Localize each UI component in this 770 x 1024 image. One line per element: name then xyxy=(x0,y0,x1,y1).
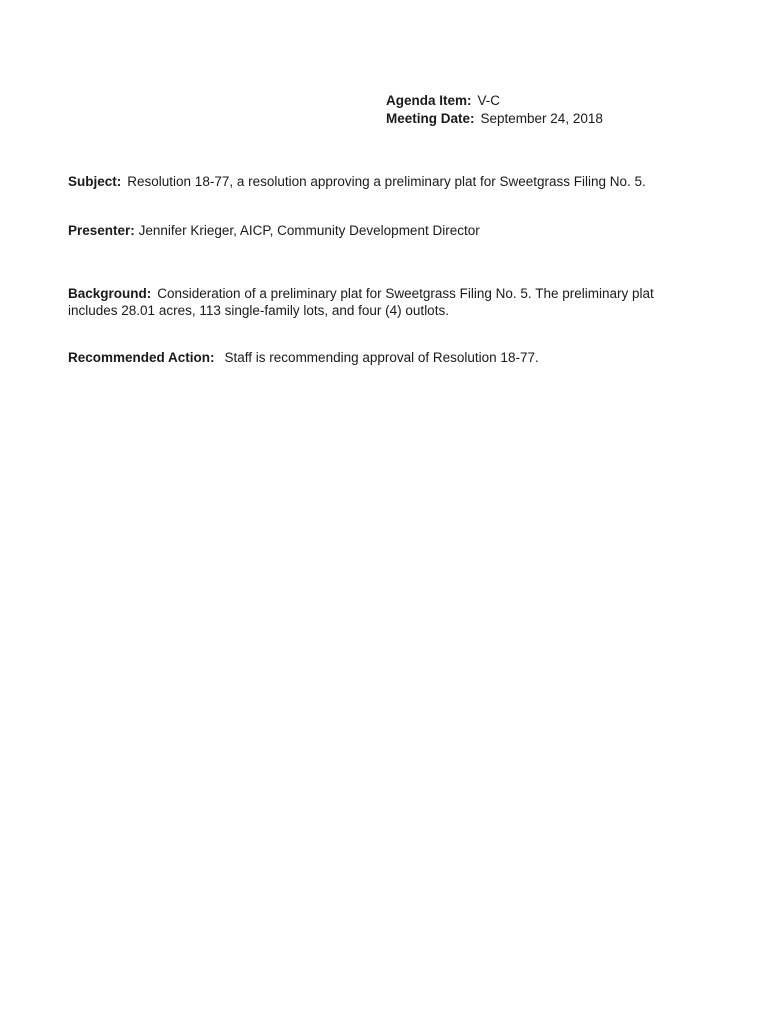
background-label: Background: xyxy=(68,286,152,301)
agenda-item-label: Agenda Item: xyxy=(386,93,472,108)
meeting-date-value: September 24, 2018 xyxy=(480,111,603,126)
recommended-action-text: Staff is recommending approval of Resolution 18-77. xyxy=(224,350,539,365)
background-text: Consideration of a preliminary plat for Sweetgrass Filing No. 5. The preliminary plat includes 28.01 acres, 113 single-family lots, and four (4) outlots. xyxy=(68,286,654,318)
agenda-item-row xyxy=(386,92,603,110)
subject-text: Resolution 18-77, a resolution approving a preliminary plat for Sweetgrass Filing No. 5. xyxy=(127,174,646,189)
agenda-header xyxy=(386,92,603,128)
agenda-item-value: V-C xyxy=(477,93,501,108)
meeting-date-label: Meeting Date: xyxy=(386,111,475,126)
presenter-label: Presenter: xyxy=(68,223,135,238)
subject-section xyxy=(68,173,698,190)
recommended-action-label: Recommended Action: xyxy=(68,350,215,365)
recommended-action-section xyxy=(68,349,698,366)
meeting-date-row xyxy=(386,110,603,128)
presenter-text: Jennifer Krieger, AICP, Community Development Director xyxy=(138,223,480,238)
subject-label: Subject: xyxy=(68,174,122,189)
background-section xyxy=(68,285,698,319)
presenter-section xyxy=(68,222,698,239)
